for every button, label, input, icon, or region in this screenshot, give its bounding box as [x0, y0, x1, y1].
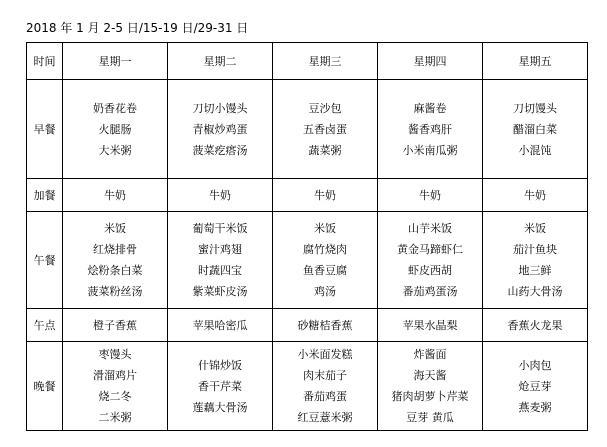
dish: 牛奶	[419, 188, 441, 202]
header-day-monday: 星期一	[63, 43, 168, 80]
weekly-menu-table	[26, 42, 588, 431]
breakfast-monday-cell	[63, 80, 168, 179]
meal-label-snack: 加餐	[27, 179, 63, 212]
dish: 火腿肠	[98, 122, 132, 136]
afternoon-snack-tuesday-cell	[168, 309, 273, 342]
header-day-friday: 星期五	[483, 43, 588, 80]
dish: 小肉包	[518, 358, 552, 372]
dish: 米饭	[314, 222, 336, 235]
meal-label-dinner: 晚餐	[27, 342, 63, 431]
dish: 山芋米饭	[408, 222, 452, 235]
snack-thursday-cell	[378, 179, 483, 212]
dish: 香干芹菜	[198, 379, 242, 393]
breakfast-wednesday-cell	[273, 80, 378, 179]
dish: 菠菜粉丝汤	[87, 285, 143, 298]
dish: 橙子香蕉	[93, 318, 137, 332]
dish: 蜜汁鸡翅	[198, 243, 242, 256]
dish: 什锦炒饭	[198, 358, 242, 372]
lunch-friday-cell	[483, 212, 588, 309]
dish: 鸡汤	[314, 285, 336, 298]
dish: 苹果水晶梨	[402, 318, 458, 332]
dish: 牛奶	[104, 188, 126, 202]
dish: 牛奶	[314, 188, 336, 202]
dish: 苹果哈密瓜	[192, 318, 248, 332]
dish: 海天酱	[413, 369, 447, 382]
lunch-thursday-cell	[378, 212, 483, 309]
dish: 米饭	[524, 222, 546, 235]
dish: 大米粥	[98, 143, 132, 157]
dish: 枣馒头	[98, 348, 132, 361]
dinner-wednesday-cell	[273, 342, 378, 431]
breakfast-tuesday-cell	[168, 80, 273, 179]
dish: 红豆薏米粥	[297, 411, 353, 424]
dish: 小米南瓜粥	[402, 143, 458, 157]
lunch-wednesday-cell	[273, 212, 378, 309]
dish: 番茄鸡蛋	[303, 390, 347, 403]
meal-label-lunch: 午餐	[27, 212, 63, 309]
snack-wednesday-cell	[273, 179, 378, 212]
dish: 葡萄干米饭	[192, 222, 248, 235]
lunch-monday-cell	[63, 212, 168, 309]
dish: 米饭	[104, 222, 126, 235]
dish: 小混饨	[518, 143, 552, 157]
meal-label-breakfast: 早餐	[27, 80, 63, 179]
dish: 五香卤蛋	[303, 122, 347, 136]
header-day-wednesday: 星期三	[273, 43, 378, 80]
dish: 牛奶	[209, 188, 231, 202]
afternoon-snack-row	[27, 309, 588, 342]
dish: 莲藕大骨汤	[192, 400, 248, 414]
dinner-monday-cell	[63, 342, 168, 431]
dish: 酱香鸡肝	[408, 122, 452, 136]
header-day-tuesday: 星期二	[168, 43, 273, 80]
dish: 红烧排骨	[93, 243, 137, 256]
dish: 豆芽 黄瓜	[406, 411, 454, 424]
dish: 醋溜白菜	[513, 122, 557, 136]
lunch-row	[27, 212, 588, 309]
dish: 小米面发糕	[297, 348, 353, 361]
breakfast-row	[27, 80, 588, 179]
dish: 炸酱面	[413, 348, 447, 361]
afternoon-snack-thursday-cell	[378, 309, 483, 342]
dish: 豆沙包	[308, 101, 342, 115]
dish: 烩粉条白菜	[87, 264, 143, 277]
dish: 砂糖桔香蕉	[297, 318, 353, 332]
dish: 奶香花卷	[93, 101, 137, 115]
dish: 香蕉火龙果	[507, 318, 563, 332]
breakfast-friday-cell	[483, 80, 588, 179]
dinner-thursday-cell	[378, 342, 483, 431]
dish: 刀切小馒头	[192, 101, 248, 115]
dish: 青椒炒鸡蛋	[192, 122, 248, 136]
dish: 番茄鸡蛋汤	[402, 285, 458, 298]
dish: 地三鲜	[518, 264, 552, 277]
dish: 时蔬四宝	[198, 264, 242, 277]
dish: 牛奶	[524, 188, 546, 202]
meal-label-afternoon-snack: 午点	[27, 309, 63, 342]
afternoon-snack-friday-cell	[483, 309, 588, 342]
dish: 猪肉胡萝卜芹菜	[391, 390, 469, 403]
afternoon-snack-monday-cell	[63, 309, 168, 342]
dish: 燕麦粥	[518, 400, 552, 414]
afternoon-snack-wednesday-cell	[273, 309, 378, 342]
snack-friday-cell	[483, 179, 588, 212]
dish: 烧二冬	[98, 390, 132, 403]
dish: 滑溜鸡片	[93, 369, 137, 382]
dinner-friday-cell	[483, 342, 588, 431]
dish: 菠菜疙瘩汤	[192, 143, 248, 157]
dish: 刀切馒头	[513, 101, 557, 115]
dish: 二米粥	[98, 411, 132, 424]
header-row	[27, 43, 588, 80]
dinner-row	[27, 342, 588, 431]
dish: 肉末茄子	[303, 369, 347, 382]
dinner-tuesday-cell	[168, 342, 273, 431]
menu-title: 2018 年 1 月 2-5 日/15-19 日/29-31 日	[26, 21, 249, 35]
dish: 茄汁鱼块	[513, 243, 557, 256]
snack-tuesday-cell	[168, 179, 273, 212]
breakfast-thursday-cell	[378, 80, 483, 179]
dish: 蔬菜粥	[308, 143, 342, 157]
dish: 麻酱卷	[413, 101, 447, 115]
dish: 鱼香豆腐	[303, 264, 347, 277]
header-time-label: 时间	[27, 43, 63, 80]
dish: 山药大骨汤	[507, 285, 563, 298]
snack-monday-cell	[63, 179, 168, 212]
snack-row	[27, 179, 588, 212]
dish: 虾皮西胡	[408, 264, 452, 277]
header-day-thursday: 星期四	[378, 43, 483, 80]
dish: 紫菜虾皮汤	[192, 285, 248, 298]
lunch-tuesday-cell	[168, 212, 273, 309]
dish: 黄金马蹄虾仁	[397, 243, 463, 256]
dish: 腐竹烧肉	[303, 243, 347, 256]
dish: 炝豆芽	[518, 379, 552, 393]
